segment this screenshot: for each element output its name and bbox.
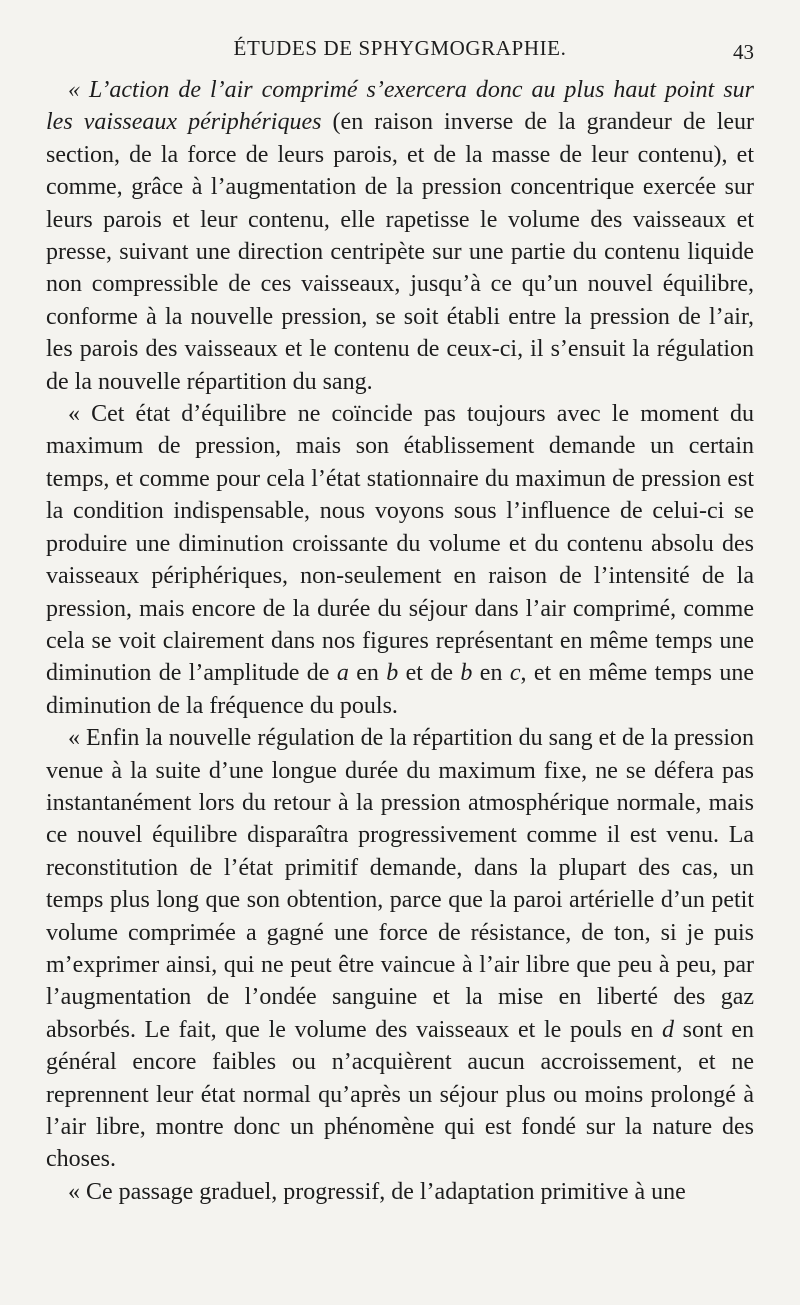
paragraph-3-text-end: sont en général encore faibles ou n’acquièrent aucun accroissement, et ne reprennent leur état normal qu’après un séjour plus ou moins prolongé à l’air libre, montre donc un phénomène qui est fondé sur la nature des choses. (46, 1016, 755, 1173)
figure-letter-d: d (661, 1016, 674, 1043)
paragraph-4 (46, 1176, 754, 1208)
paragraph-3-text-start: « Enfin la nouvelle régulation de la répartition du sang et de la pression venue à la suite d’une longue durée du maximum fixe, ne se défera pas instantanément lors du retour à la pression atmosphérique normale, mais ce nouvel équilibre disparaîtra progressivement comme il est venu. La reconstitution de l’état primitif demande, dans la plupart des cas, un temps plus long que son obtention, parce que la paroi artérielle d’un petit volume comprimée a gagné une force de résistance, de ton, si je puis m’exprimer ainsi, qui ne peut être vaincue à l’air libre que peu à peu, par l’augmentation de l’ondée sanguine et la mise en liberté des gaz absorbés. Le fait, que le volume des vaisseaux et le pouls en (46, 725, 754, 1043)
paragraph-2-text-start: « Cet état d’équilibre ne coïncide pas toujours avec le moment du maximum de pression, mais son établissement demande un certain temps, et comme pour cela l’état stationnaire du maximun de pression est la condition indispensable, nous voyons sous l’influence de celui-ci se produire une diminution croissante du volume et du contenu absolu des vaisseaux périphériques, non-seulement en raison de l’intensité de la pression, mais encore de la durée du séjour dans l’air comprimé, comme cela se voit clairement dans nos figures représentant en même temps une diminution de l’amplitude de (46, 401, 754, 687)
paragraph-2 (46, 398, 754, 722)
running-title: ÉTUDES DE SPHYGMOGRAPHIE. (233, 36, 567, 60)
figure-letter-c: c (509, 660, 521, 687)
figure-letter-a: a (336, 660, 349, 687)
paragraph-1 (46, 74, 754, 398)
figure-letter-b1: b (386, 660, 399, 687)
body-text (46, 74, 754, 1208)
paragraph-2-text-en-2: en (472, 660, 510, 687)
paragraph-2-text-end: , et en même temps une diminution de la fréquence du pouls. (46, 660, 755, 719)
figure-letter-b2: b (460, 660, 473, 687)
paragraph-1-italic-lead: « L’action de l’air comprimé s’exercera donc au plus haut point sur les vaisseaux périphériques (46, 77, 754, 136)
paragraph-2-text-et-de: et de (398, 660, 461, 687)
paragraph-1-text: (en raison inverse de la grandeur de leur section, de la force de leurs parois, et de la masse de leur contenu), et comme, grâce à l’augmentation de la pression concentrique exercée sur leurs parois et leur contenu, elle rapetisse le volume des vaisseaux et presse, suivant une direction centripète sur une partie du contenu liquide non compressible de ces vaisseaux, jusqu’à ce qu’un nouvel équilibre, conforme à la nouvelle pression, se soit établi entre la pression de l’air, les parois des vaisseaux et le contenu de ceux-ci, il s’ensuit la régulation de la nouvelle répartition du sang. (46, 109, 755, 395)
running-header (46, 30, 754, 74)
paragraph-4-text: « Ce passage graduel, progressif, de l’adaptation primitive à une (68, 1178, 686, 1205)
paragraph-3 (46, 722, 754, 1176)
page-number: 43 (733, 40, 754, 64)
paragraph-2-text-en-1: en (348, 660, 387, 687)
